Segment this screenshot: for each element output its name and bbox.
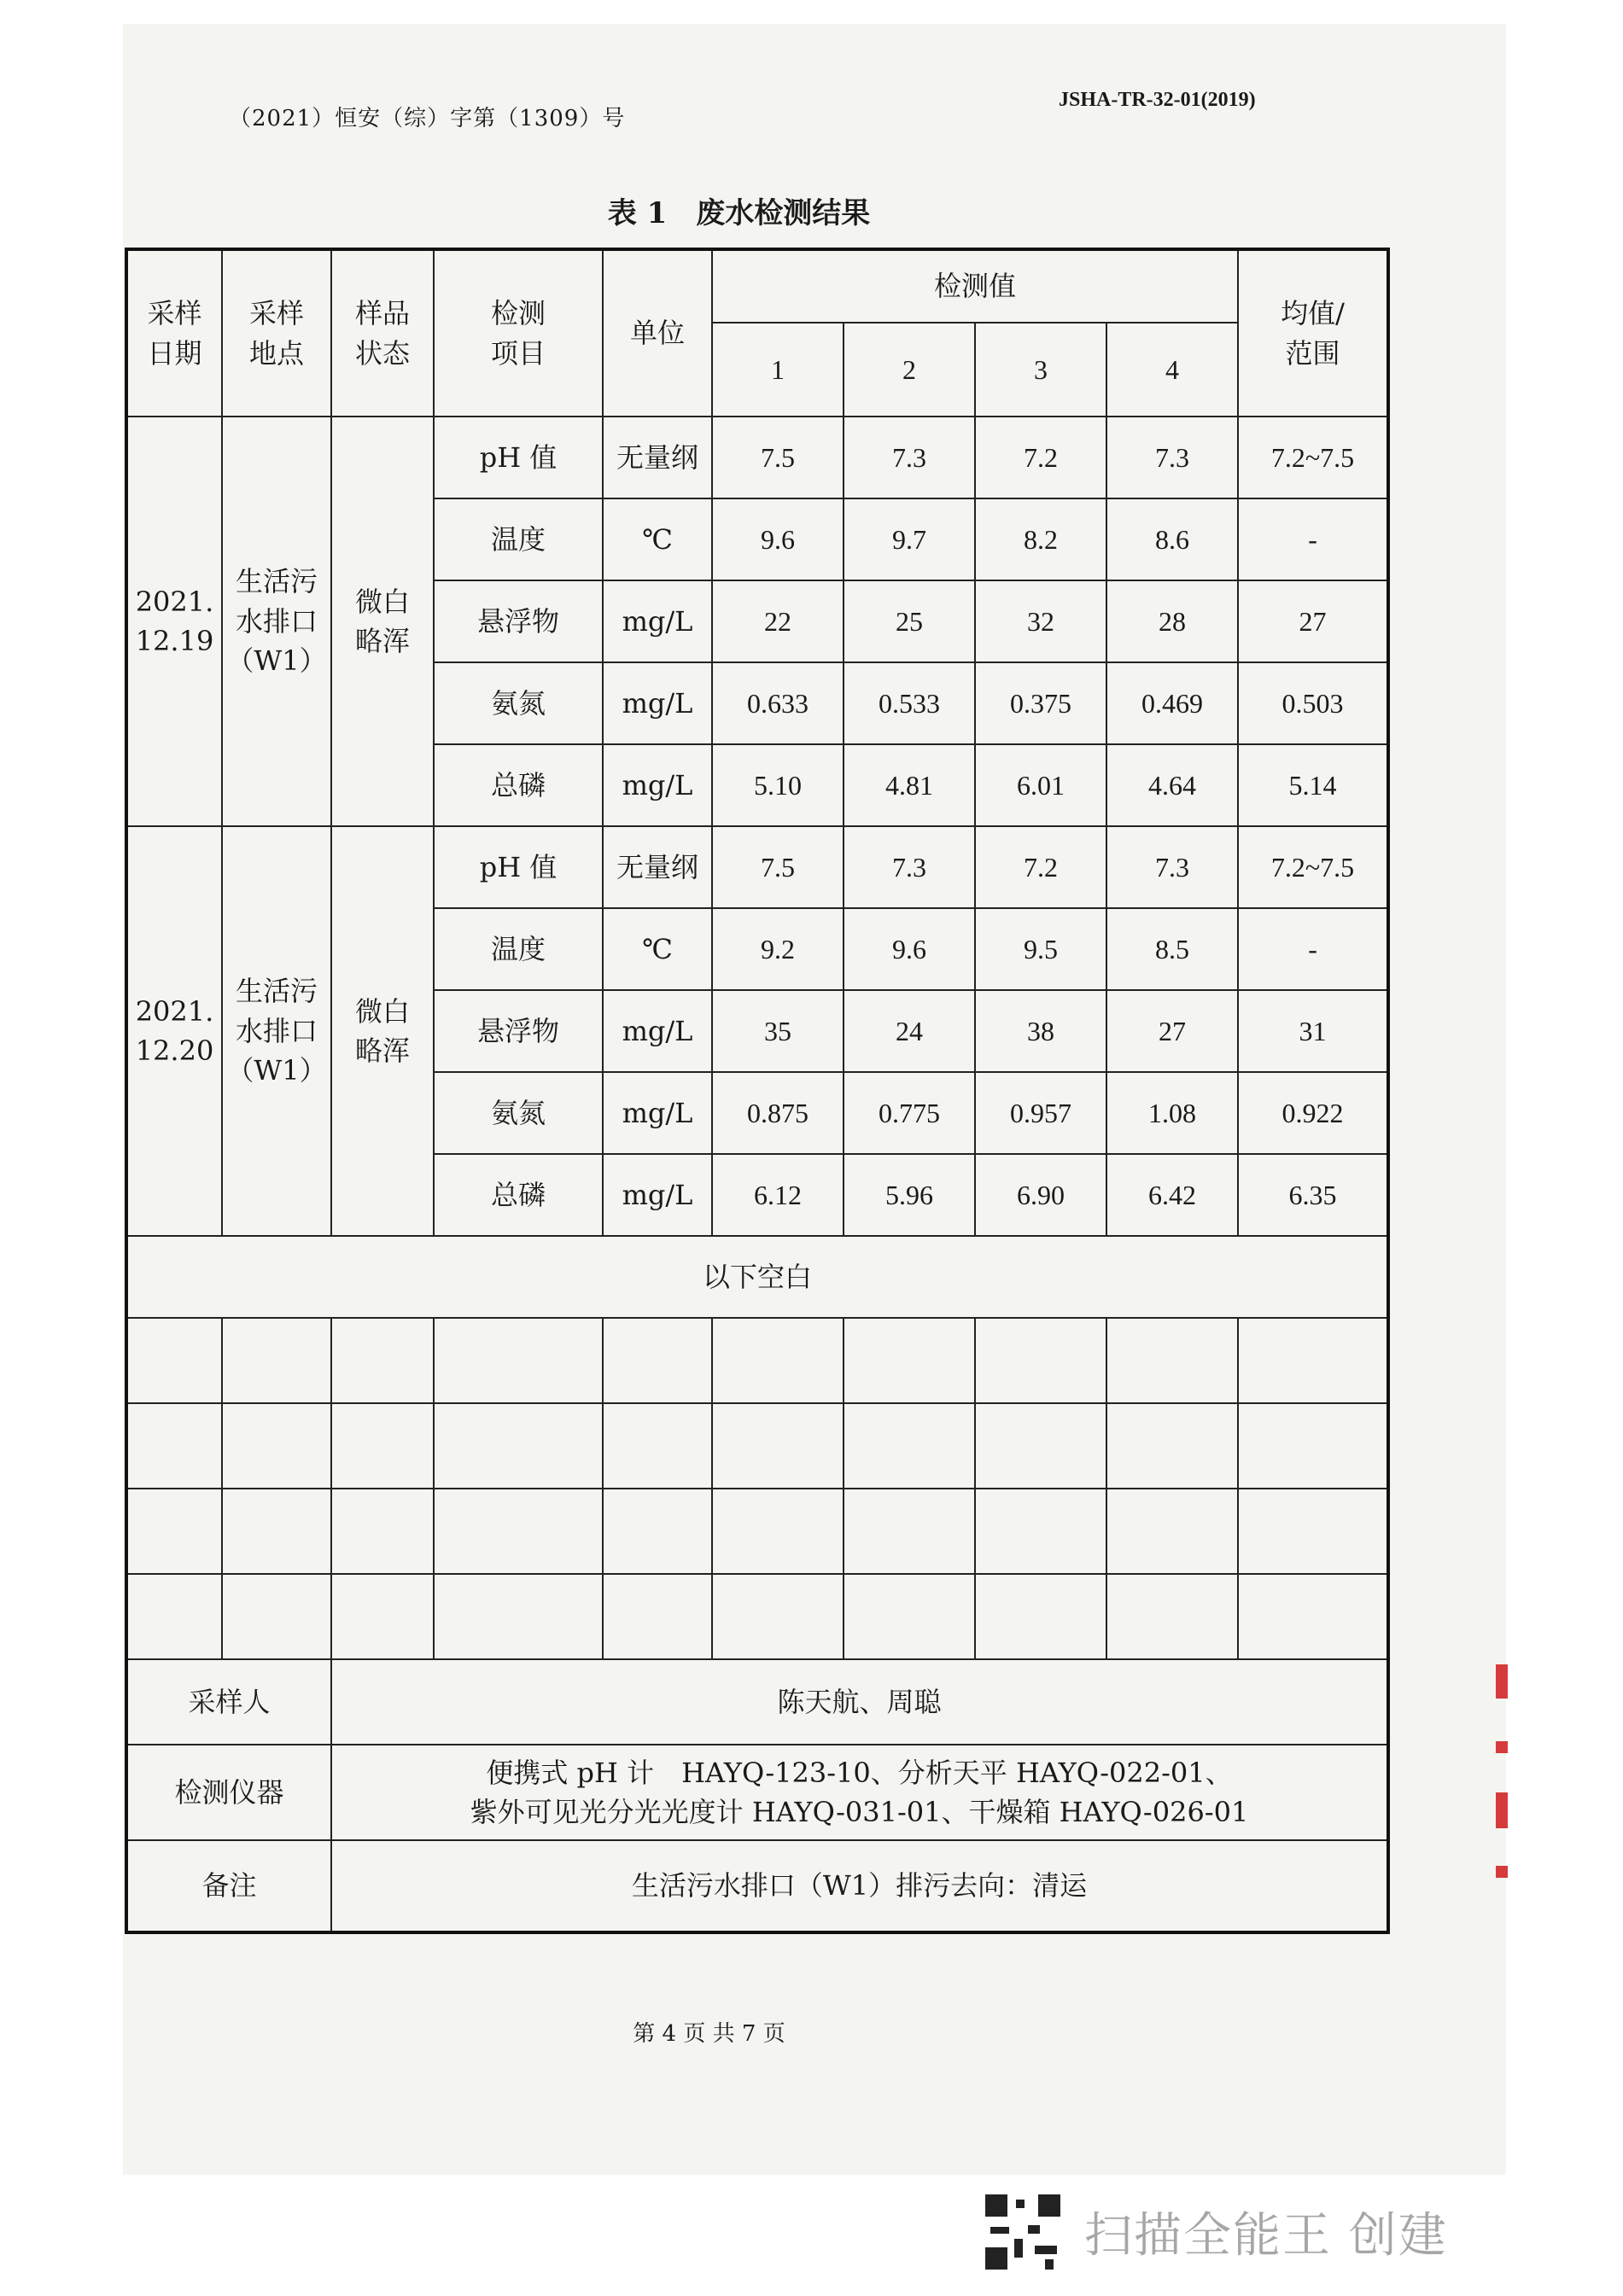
mean-value: 31 xyxy=(1238,990,1388,1072)
item: pH 值 xyxy=(434,826,603,908)
value-4: 4.64 xyxy=(1106,744,1238,826)
value-3: 32 xyxy=(975,580,1106,662)
item: 温度 xyxy=(434,908,603,990)
value-1: 35 xyxy=(712,990,844,1072)
value-2: 24 xyxy=(844,990,975,1072)
unit: mg/L xyxy=(603,744,712,826)
value-2: 4.81 xyxy=(844,744,975,826)
mean-value: 7.2~7.5 xyxy=(1238,417,1388,498)
col-header-1: 1 xyxy=(712,323,844,417)
instrument-line-2: 紫外可见光分光光度计 HAYQ-031-01、干燥箱 HAYQ-026-01 xyxy=(470,1796,1249,1828)
value-1: 6.12 xyxy=(712,1154,844,1236)
item: pH 值 xyxy=(434,417,603,498)
value-1: 5.10 xyxy=(712,744,844,826)
unit: 无量纲 xyxy=(603,417,712,498)
value-3: 7.2 xyxy=(975,417,1106,498)
table-row xyxy=(126,417,1388,498)
empty-row xyxy=(126,1489,1388,1574)
sample-state: 微白 略浑 xyxy=(331,826,434,1236)
mean-value: 5.14 xyxy=(1238,744,1388,826)
unit: mg/L xyxy=(603,990,712,1072)
qr-code-icon xyxy=(982,2191,1064,2273)
value-3: 8.2 xyxy=(975,498,1106,580)
value-2: 9.6 xyxy=(844,908,975,990)
value-3: 38 xyxy=(975,990,1106,1072)
unit: 无量纲 xyxy=(603,826,712,908)
value-2: 5.96 xyxy=(844,1154,975,1236)
item: 总磷 xyxy=(434,744,603,826)
value-1: 9.6 xyxy=(712,498,844,580)
item: 悬浮物 xyxy=(434,580,603,662)
mean-value: 7.2~7.5 xyxy=(1238,826,1388,908)
unit: mg/L xyxy=(603,1072,712,1154)
item: 氨氮 xyxy=(434,1072,603,1154)
value-4: 0.469 xyxy=(1106,662,1238,744)
value-1: 22 xyxy=(712,580,844,662)
scanner-watermark xyxy=(982,2189,1448,2275)
document-number: （2021）恒安（综）字第（1309）号 xyxy=(229,106,626,131)
red-stamp-edge xyxy=(1496,1664,1511,1886)
mean-value: 6.35 xyxy=(1238,1154,1388,1236)
unit: mg/L xyxy=(603,580,712,662)
watermark-text: 扫描全能王 创建 xyxy=(1084,2208,1448,2264)
col-header-3: 3 xyxy=(975,323,1106,417)
instrument-value xyxy=(331,1745,1388,1840)
mean-value: - xyxy=(1238,498,1388,580)
blank-note: 以下空白 xyxy=(126,1236,1388,1318)
value-4: 6.42 xyxy=(1106,1154,1238,1236)
value-4: 8.6 xyxy=(1106,498,1238,580)
col-header-location: 采样 地点 xyxy=(222,249,331,417)
value-4: 1.08 xyxy=(1106,1072,1238,1154)
mean-value: 27 xyxy=(1238,580,1388,662)
value-2: 7.3 xyxy=(844,826,975,908)
value-1: 7.5 xyxy=(712,417,844,498)
instrument-label: 检测仪器 xyxy=(126,1745,331,1840)
col-header-4: 4 xyxy=(1106,323,1238,417)
value-4: 7.3 xyxy=(1106,826,1238,908)
value-1: 9.2 xyxy=(712,908,844,990)
value-1: 0.875 xyxy=(712,1072,844,1154)
value-1: 0.633 xyxy=(712,662,844,744)
value-3: 6.01 xyxy=(975,744,1106,826)
empty-row xyxy=(126,1574,1388,1659)
sample-location: 生活污 水排口 （W1） xyxy=(222,417,331,826)
value-2: 25 xyxy=(844,580,975,662)
col-header-mean: 均值/ 范围 xyxy=(1238,249,1388,417)
value-3: 6.90 xyxy=(975,1154,1106,1236)
sampler-label: 采样人 xyxy=(126,1659,331,1745)
value-2: 9.7 xyxy=(844,498,975,580)
value-1: 7.5 xyxy=(712,826,844,908)
value-4: 28 xyxy=(1106,580,1238,662)
item: 氨氮 xyxy=(434,662,603,744)
unit: mg/L xyxy=(603,1154,712,1236)
unit: mg/L xyxy=(603,662,712,744)
col-header-values: 检测值 xyxy=(712,249,1238,323)
item: 悬浮物 xyxy=(434,990,603,1072)
mean-value: 0.922 xyxy=(1238,1072,1388,1154)
value-3: 0.957 xyxy=(975,1072,1106,1154)
col-header-item: 检测 项目 xyxy=(434,249,603,417)
col-header-unit: 单位 xyxy=(603,249,712,417)
form-code: JSHA-TR-32-01(2019) xyxy=(1059,89,1256,111)
remark-value: 生活污水排口（W1）排污去向：清运 xyxy=(331,1840,1388,1932)
instrument-line-1: 便携式 pH 计 HAYQ-123-10、分析天平 HAYQ-022-01、 xyxy=(486,1756,1233,1789)
value-4: 27 xyxy=(1106,990,1238,1072)
unit: ℃ xyxy=(603,908,712,990)
sample-date: 2021. 12.20 xyxy=(126,826,222,1236)
table-row xyxy=(126,826,1388,908)
mean-value: 0.503 xyxy=(1238,662,1388,744)
sample-location: 生活污 水排口 （W1） xyxy=(222,826,331,1236)
mean-value: - xyxy=(1238,908,1388,990)
empty-row xyxy=(126,1403,1388,1489)
value-2: 0.775 xyxy=(844,1072,975,1154)
remark-label: 备注 xyxy=(126,1840,331,1932)
value-3: 0.375 xyxy=(975,662,1106,744)
col-header-2: 2 xyxy=(844,323,975,417)
sampler-value: 陈天航、周聪 xyxy=(331,1659,1388,1745)
value-4: 8.5 xyxy=(1106,908,1238,990)
item: 温度 xyxy=(434,498,603,580)
col-header-date: 采样 日期 xyxy=(126,249,222,417)
sample-date: 2021. 12.19 xyxy=(126,417,222,826)
value-2: 7.3 xyxy=(844,417,975,498)
page-footer: 第 4 页 共 7 页 xyxy=(633,2021,785,2047)
value-2: 0.533 xyxy=(844,662,975,744)
value-4: 7.3 xyxy=(1106,417,1238,498)
unit: ℃ xyxy=(603,498,712,580)
sample-state: 微白 略浑 xyxy=(331,417,434,826)
wastewater-results-table xyxy=(125,248,1390,1934)
col-header-state: 样品 状态 xyxy=(331,249,434,417)
value-3: 9.5 xyxy=(975,908,1106,990)
value-3: 7.2 xyxy=(975,826,1106,908)
item: 总磷 xyxy=(434,1154,603,1236)
empty-row xyxy=(126,1318,1388,1403)
table-title: 表 1 废水检测结果 xyxy=(607,196,871,230)
